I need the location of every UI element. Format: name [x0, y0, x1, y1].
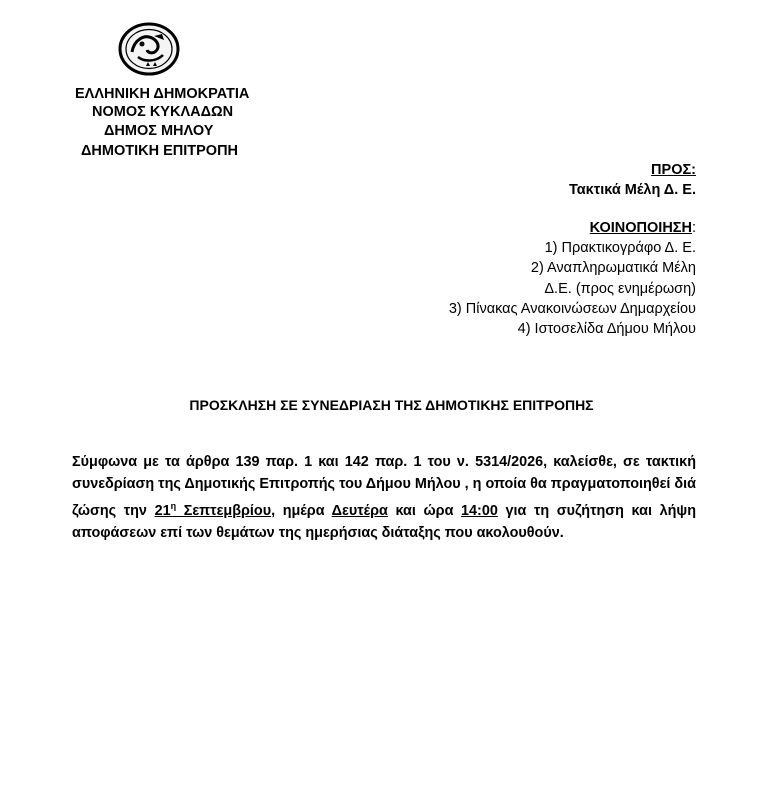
- to-recipients: Τακτικά Μέλη Δ. Ε.: [568, 182, 696, 198]
- body-text-3: και ώρα: [387, 502, 462, 519]
- cc-item-3: 3) Πίνακας Ανακοινώσεων Δημαρχείου: [448, 301, 696, 317]
- header-country: ΕΛΛΗΝΙΚΗ ΔΗΜΟΚΡΑΤΙΑ: [75, 86, 250, 102]
- cc-colon: :: [691, 220, 696, 236]
- meeting-date: $21^\eta$ Σεπτεμβρίου: [154, 501, 272, 519]
- meeting-weekday: Δευτέρα: [331, 502, 388, 519]
- body-text-2: , ημέρα: [271, 502, 332, 519]
- cc-item-1: 1) Πρακτικογράφο Δ. Ε.: [544, 240, 696, 256]
- body-text-1: Σύμφωνα με τα άρθρα 139 παρ. 1 και 142 παρ. 1 του ν. 5314/2026, καλείσθε, σε τακτική συνεδρίαση της Δημοτικής Επιτροπής του Δήμου Μήλου , η οποία θα πραγματοποιηθεί διά ζώσης την: [72, 454, 696, 519]
- invitation-paragraph: [72, 451, 696, 544]
- header-municipality: ΔΗΜΟΣ ΜΗΛΟΥ: [104, 123, 214, 139]
- meeting-time: 14:00: [461, 502, 498, 519]
- header-prefecture: ΝΟΜΟΣ ΚΥΚΛΑΔΩΝ: [92, 104, 234, 120]
- body-text-4: για τη συζήτηση και λήψη αποφάσεων επί των θεμάτων της ημερήσιας διάταξης που ακολουθούν.: [72, 502, 696, 541]
- cc-item-4: 4) Ιστοσελίδα Δήμου Μήλου: [517, 321, 696, 337]
- cc-label: ΚΟΙΝΟΠΟΙΗΣΗ: [589, 220, 692, 236]
- to-label: ΠΡΟΣ:: [651, 162, 696, 178]
- municipal-seal-icon: [118, 22, 180, 76]
- cc-heading: [590, 218, 696, 238]
- cc-item-2: 2) Αναπληρωματικά Μέλη: [530, 260, 696, 276]
- header-committee: ΔΗΜΟΤΙΚΗ ΕΠΙΤΡΟΠΗ: [81, 143, 239, 159]
- cc-item-2-cont: Δ.Ε. (προς ενημέρωση): [544, 281, 696, 297]
- document-title: ΠΡΟΣΚΛΗΣΗ ΣΕ ΣΥΝΕΔΡΙΑΣΗ ΤΗΣ ΔΗΜΟΤΙΚΗΣ ΕΠΙΤΡΟΠΗΣ: [189, 397, 594, 413]
